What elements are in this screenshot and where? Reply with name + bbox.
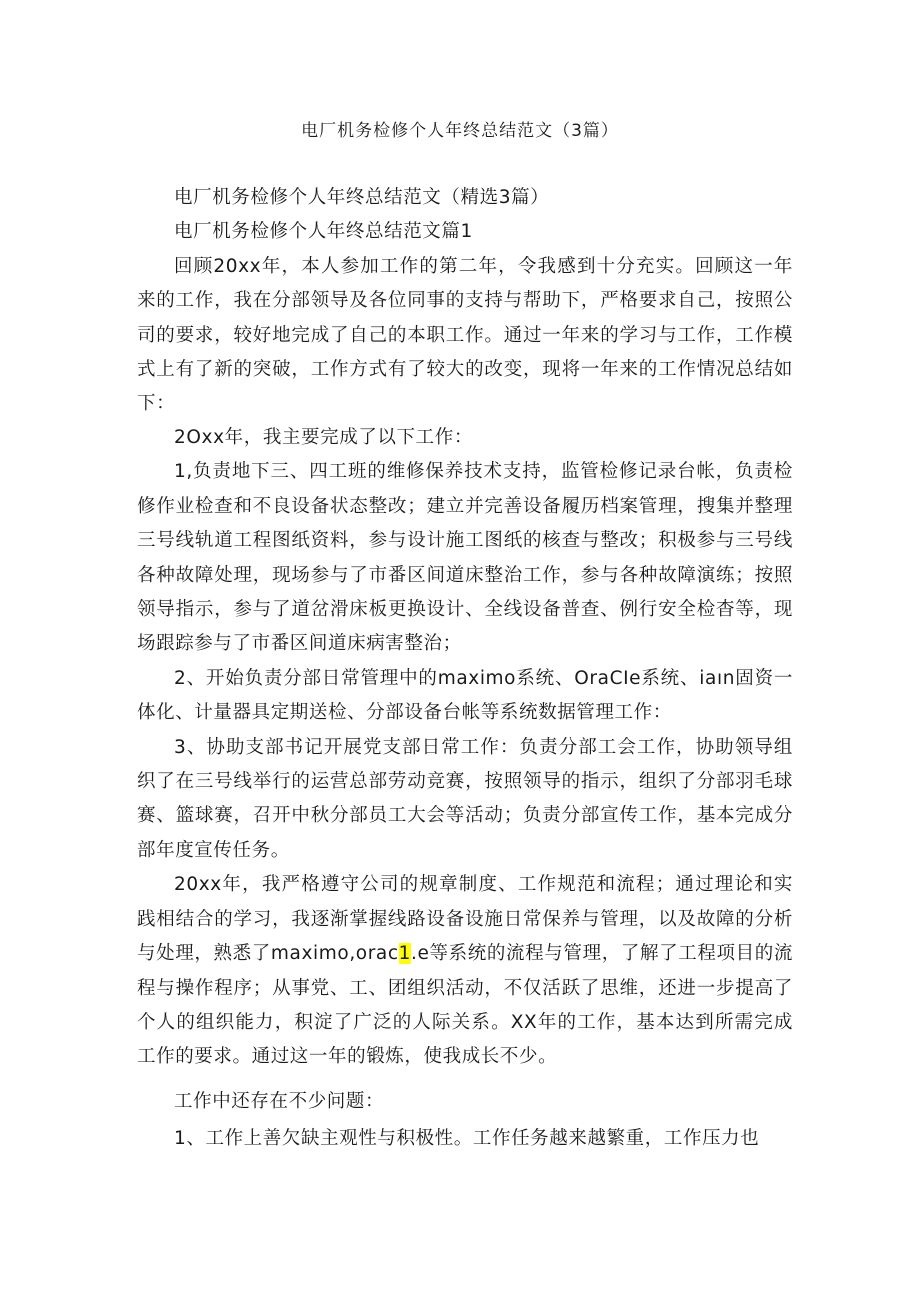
paragraph: 电厂机务检修个人年终总结范文（精选3篇） bbox=[174, 187, 550, 208]
paragraph: 1、工作上善欠缺主观性与积极性。工作任务越来越繁重，工作压力也 bbox=[174, 1128, 760, 1149]
issues-block bbox=[137, 1122, 793, 1156]
paragraph: 3、协助支部书记开展党支部日常工作：负责分部工会工作，协助领导组织了在三号线举行的运营总部劳动竞赛，按照领导的指示，组织了分部羽毛球赛、篮球赛，召开中秋分部员工大会等活动；负责分部宣传工作，基本完成分部年度宣传任务。 bbox=[137, 736, 793, 861]
paragraph: 2、开始负责分部日常管理中的maximo系统、OraCIe系统、iaın固资一体化、计量器具定期送检、分部设备台帐等系统数据管理工作： bbox=[137, 667, 793, 724]
paragraph: 1,负责地下三、四工班的维修保养技术支持，监管检修记录台帐，负责检修作业检查和不良设备状态整改；建立并完善设备履历档案管理，搜集并整理三号线轨道工程图纸资料，参与设计施工图纸的核查与整改；积极参与三号线各种故障处理，现场参与了市番区间道床整治工作，参与各种故障演练；按照领导指示，参与了道岔滑床板更换设计、全线设备普查、例行安全检杳等，现场跟踪参与了市番区间道床病害整治； bbox=[137, 461, 793, 655]
paragraph-text: 20xx年，我严格遵守公司的规章制度、工作规范和流程；通过理论和实践相结合的学习，我逐渐掌握线路设备设施日常保养与管理，以及故障的分析与处理，熟悉了maximo,orac bbox=[137, 874, 793, 965]
document-title: 电厂机务检修个人年终总结范文（3篇） bbox=[301, 121, 619, 141]
issues-heading-block bbox=[137, 1085, 793, 1119]
subtitle-paragraph bbox=[137, 181, 793, 422]
paragraph-text: .e等系统的流程与管理，了解了工程项目的流程与操作程序；从事党、工、团组织活动，不仅活跃了思维，还进一步提高了个人的组织能力，积淀了广泛的人际关系。XX年的工作，基本达到所需完成工作的要求。通过这一年的锻炼，使我成长不少。 bbox=[137, 943, 793, 1068]
paragraph: 回顾20xx年，本人参加工作的第二年，令我感到十分充实。回顾这一年来的工作，我在分部领导及各位同事的支持与帮助下，严格要求自己，按照公司的要求，较好地完成了自己的本职工作。通过一年来的学习与工作，工作模式上有了新的突破，工作方式有了较大的改变，现将一年来的工作情况总结如下： bbox=[137, 255, 793, 415]
paragraph: 工作中还存在不少问题： bbox=[174, 1091, 385, 1112]
paragraph: 2Oxx年，我主要完成了以下工作： bbox=[174, 427, 473, 448]
body-block bbox=[137, 421, 793, 1075]
paragraph bbox=[137, 868, 793, 1074]
section-heading: 电厂机务检修个人年终总结范文篇1 bbox=[174, 221, 473, 243]
highlighted-text: 1 bbox=[398, 943, 412, 965]
